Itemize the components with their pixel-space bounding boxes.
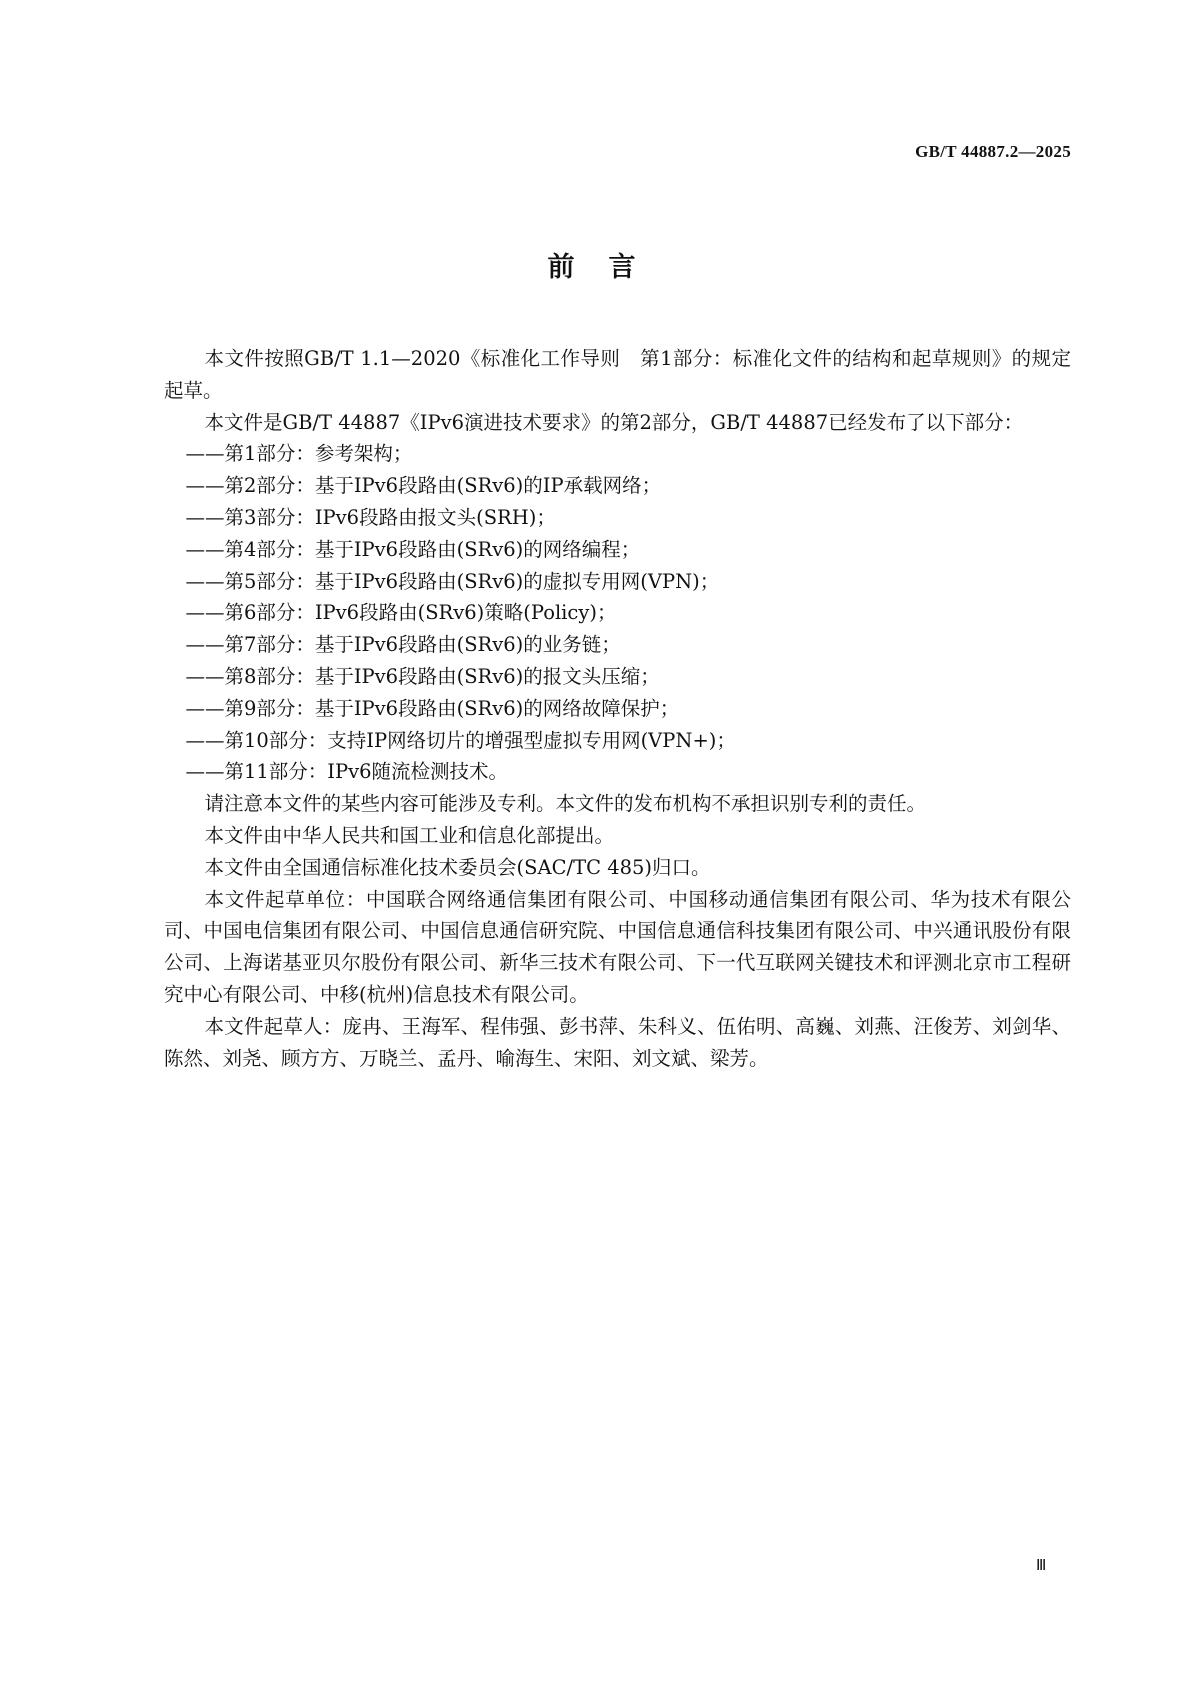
list-item-part: ——第2部分：基于IPv6段路由(SRv6)的IP承载网络；	[185, 474, 662, 498]
paragraph-technical-committee: 本文件由全国通信标准化技术委员会(SAC/TC 485)归口。	[204, 855, 711, 879]
paragraph-patent-notice: 请注意本文件的某些内容可能涉及专利。本文件的发布机构不承担识别专利的责任。	[204, 792, 927, 816]
list-item-part: ——第5部分：基于IPv6段路由(SRv6)的虚拟专用网(VPN)；	[185, 569, 720, 593]
list-item-part: ——第1部分：参考架构；	[185, 442, 413, 466]
paragraph-drafting-rules: 本文件按照GB/T 1.1—2020《标准化工作导则 第1部分：标准化文件的结构和起草规则》的规定起草。	[164, 347, 1071, 402]
list-item-part: ——第9部分：基于IPv6段路由(SRv6)的网络故障保护；	[185, 696, 680, 720]
paragraph-proposer: 本文件由中华人民共和国工业和信息化部提出。	[204, 823, 615, 847]
list-item-part: ——第7部分：基于IPv6段路由(SRv6)的业务链；	[185, 633, 621, 657]
paragraph-series-intro: 本文件是GB/T 44887《IPv6演进技术要求》的第2部分，GB/T 44887已经发布了以下部分：	[204, 410, 1024, 434]
page-number: Ⅲ	[1036, 1558, 1047, 1574]
list-item-part: ——第4部分：基于IPv6段路由(SRv6)的网络编程；	[185, 537, 641, 561]
list-item-part: ——第3部分：IPv6段路由报文头(SRH)；	[185, 505, 556, 529]
list-item-part: ——第10部分：支持IP网络切片的增强型虚拟专用网(VPN+)；	[185, 728, 736, 752]
foreword-body	[164, 343, 1071, 1074]
paragraph-drafters: 本文件起草人：庞冉、王海军、程伟强、彭书萍、朱科义、伍佑明、高巍、刘燕、汪俊芳、刘剑华、陈然、刘尧、顾方方、万晓兰、孟丹、喻海生、宋阳、刘文斌、梁芳。	[164, 1014, 1071, 1070]
list-item-part: ——第8部分：基于IPv6段路由(SRv6)的报文头压缩；	[185, 664, 660, 688]
list-item-part: ——第6部分：IPv6段路由(SRv6)策略(Policy)；	[185, 601, 617, 625]
list-item-part: ——第11部分：IPv6随流检测技术。	[185, 760, 508, 784]
standard-number: GB/T 44887.2—2025	[915, 142, 1071, 161]
page-title: 前言	[547, 252, 670, 283]
paragraph-drafting-units: 本文件起草单位：中国联合网络通信集团有限公司、中国移动通信集团有限公司、华为技术有限公司、中国电信集团有限公司、中国信息通信研究院、中国信息通信科技集团有限公司、中兴通讯股份有限公司、上海诺基亚贝尔股份有限公司、新华三技术有限公司、下一代互联网关键技术和评测北京市工程研究中心有限公司、中移(杭州)信息技术有限公司。	[164, 887, 1071, 1006]
